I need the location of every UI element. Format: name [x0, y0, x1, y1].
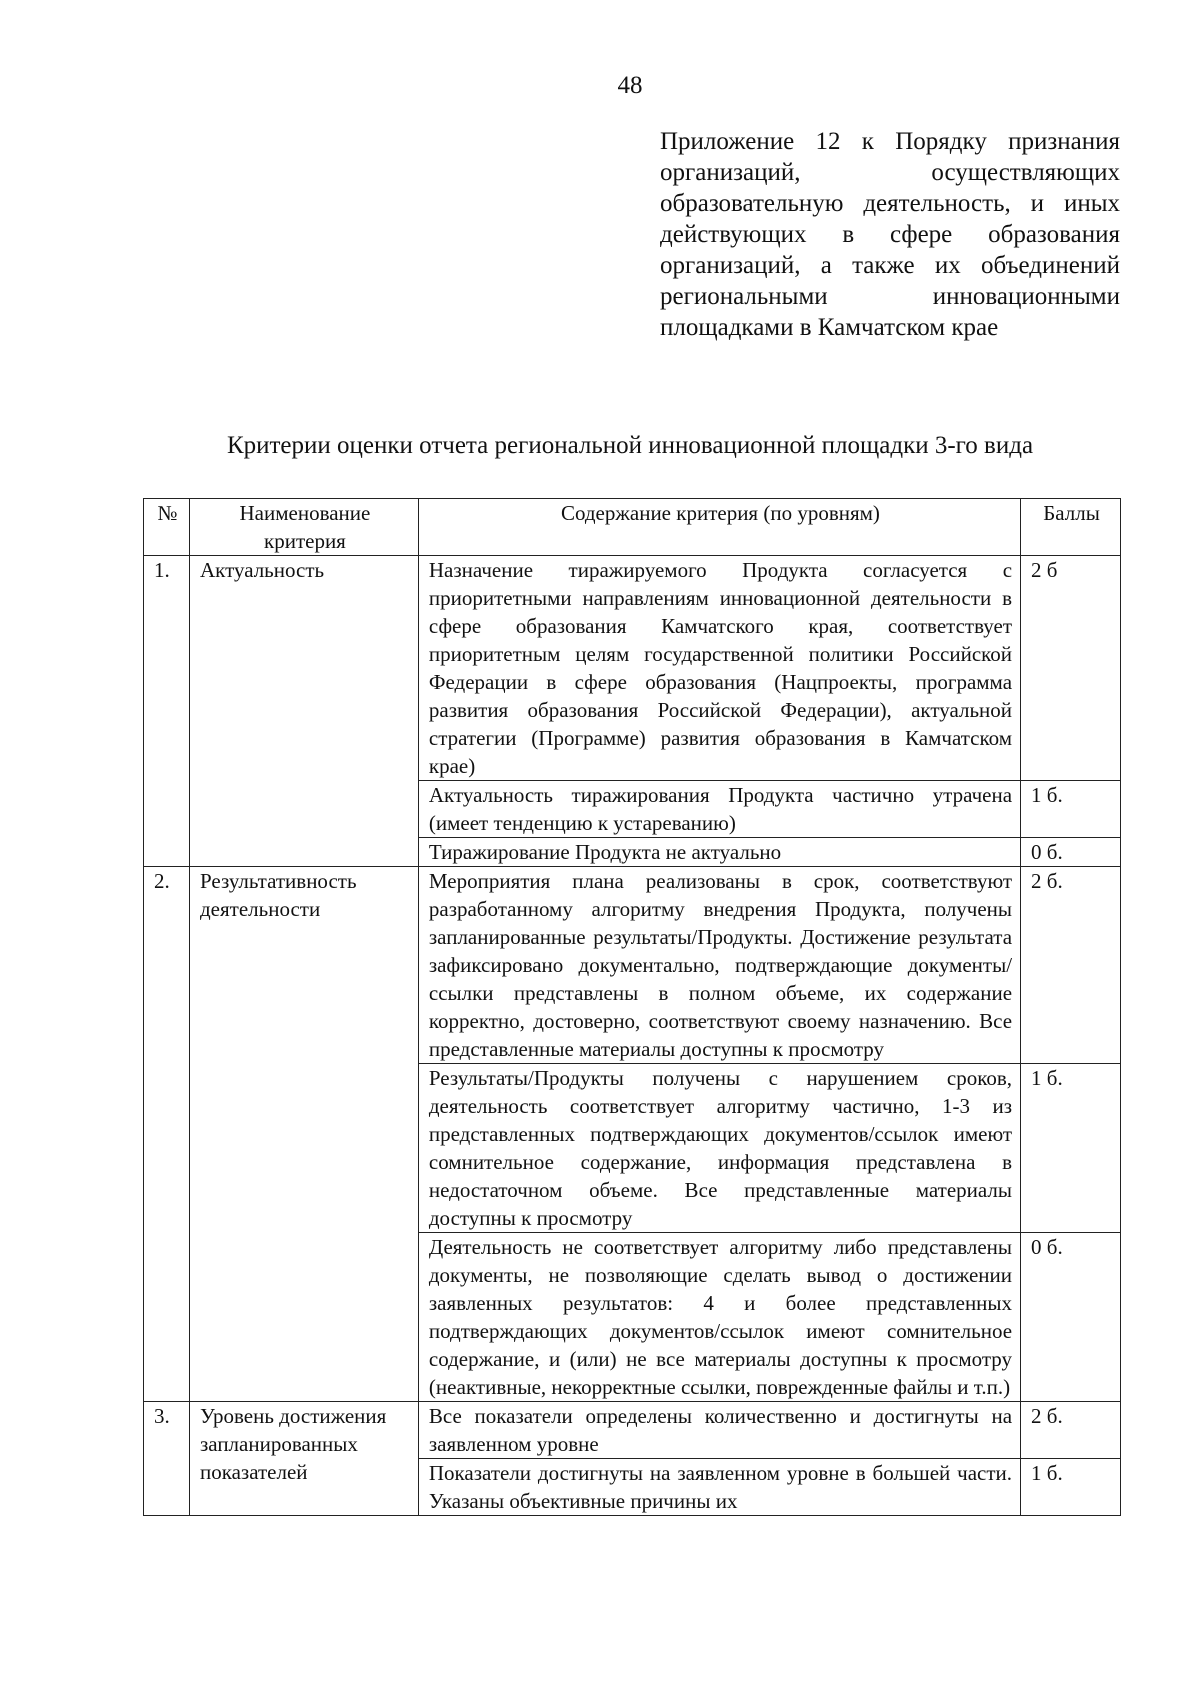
header-score: Баллы	[1021, 499, 1121, 556]
appendix-heading: Приложение 12 к Порядку признания организаций, осуществляющих образовательную деятельность, и иных действующих в сфере образования организаций, а также их объединений региональными инновационными площадками в Камчатском крае	[660, 128, 1120, 341]
page-number: 48	[617, 72, 643, 99]
criterion-name: Результативность деятельности	[189, 867, 418, 1402]
header-criterion-name: Наименование критерия	[189, 499, 418, 556]
criterion-level-score: 2 б.	[1021, 867, 1121, 1064]
criterion-level-score: 1 б.	[1021, 1459, 1121, 1516]
criterion-level-content: Назначение тиражируемого Продукта согласуется с приоритетными направлениям инновационной деятельности в сфере образования Камчатского края, соответствует приоритетным целям государственной политики Российской Федерации в сфере образования (Нацпроекты, программа развития образования Российской Федерации), актуальной стратегии (Программе) развития образования в Камчатском крае)	[418, 556, 1020, 781]
criteria-table	[143, 498, 1121, 1516]
criterion-level-content: Мероприятия плана реализованы в срок, соответствуют разработанному алгоритму внедрения Продукта, получены запланированные результаты/Продукты. Достижение результата зафиксировано документально, подтверждающие документы/ссылки представлены в полном объеме, их содержание корректно, достоверно, соответствуют своему назначению. Все представленные материалы доступны к просмотру	[418, 867, 1020, 1064]
header-number: №	[144, 499, 190, 556]
criterion-number: 2.	[144, 867, 190, 1402]
table-header-row	[144, 499, 1121, 556]
criterion-level-content: Актуальность тиражирования Продукта частично утрачена (имеет тенденцию к устареванию)	[418, 781, 1020, 838]
criterion-number: 3.	[144, 1402, 190, 1516]
document-title: Критерии оценки отчета региональной инновационной площадки 3-го вида	[226, 432, 1034, 459]
criterion-level-score: 0 б.	[1021, 1233, 1121, 1402]
table-row	[144, 867, 1121, 1064]
criterion-level-content: Все показатели определены количественно и достигнуты на заявленном уровне	[418, 1402, 1020, 1459]
header-criterion-content: Содержание критерия (по уровням)	[418, 499, 1020, 556]
criterion-number: 1.	[144, 556, 190, 867]
criterion-level-score: 2 б.	[1021, 1402, 1121, 1459]
criterion-level-score: 0 б.	[1021, 838, 1121, 867]
criterion-level-score: 1 б.	[1021, 1064, 1121, 1233]
criterion-level-content: Деятельность не соответствует алгоритму либо представлены документы, не позволяющие сделать вывод о достижении заявленных результатов: 4 и более представленных подтверждающих документов/ссылок имеют сомнительное содержание, и (или) не все материалы доступны к просмотру (неактивные, некорректные ссылки, поврежденные файлы и т.п.)	[418, 1233, 1020, 1402]
criterion-level-content: Тиражирование Продукта не актуально	[418, 838, 1020, 867]
criterion-name: Уровень достижения запланированных показателей	[189, 1402, 418, 1516]
criterion-level-score: 1 б.	[1021, 781, 1121, 838]
criterion-name: Актуальность	[189, 556, 418, 867]
criterion-level-content: Показатели достигнуты на заявленном уровне в большей части. Указаны объективные причины их	[418, 1459, 1020, 1516]
table-row	[144, 1402, 1121, 1459]
criterion-level-content: Результаты/Продукты получены с нарушением сроков, деятельность соответствует алгоритму частично, 1-3 из представленных подтверждающих документов/ссылок имеют сомнительное содержание, информация представлена в недостаточном объеме. Все представленные материалы доступны к просмотру	[418, 1064, 1020, 1233]
criterion-level-score: 2 б	[1021, 556, 1121, 781]
table-row	[144, 556, 1121, 781]
